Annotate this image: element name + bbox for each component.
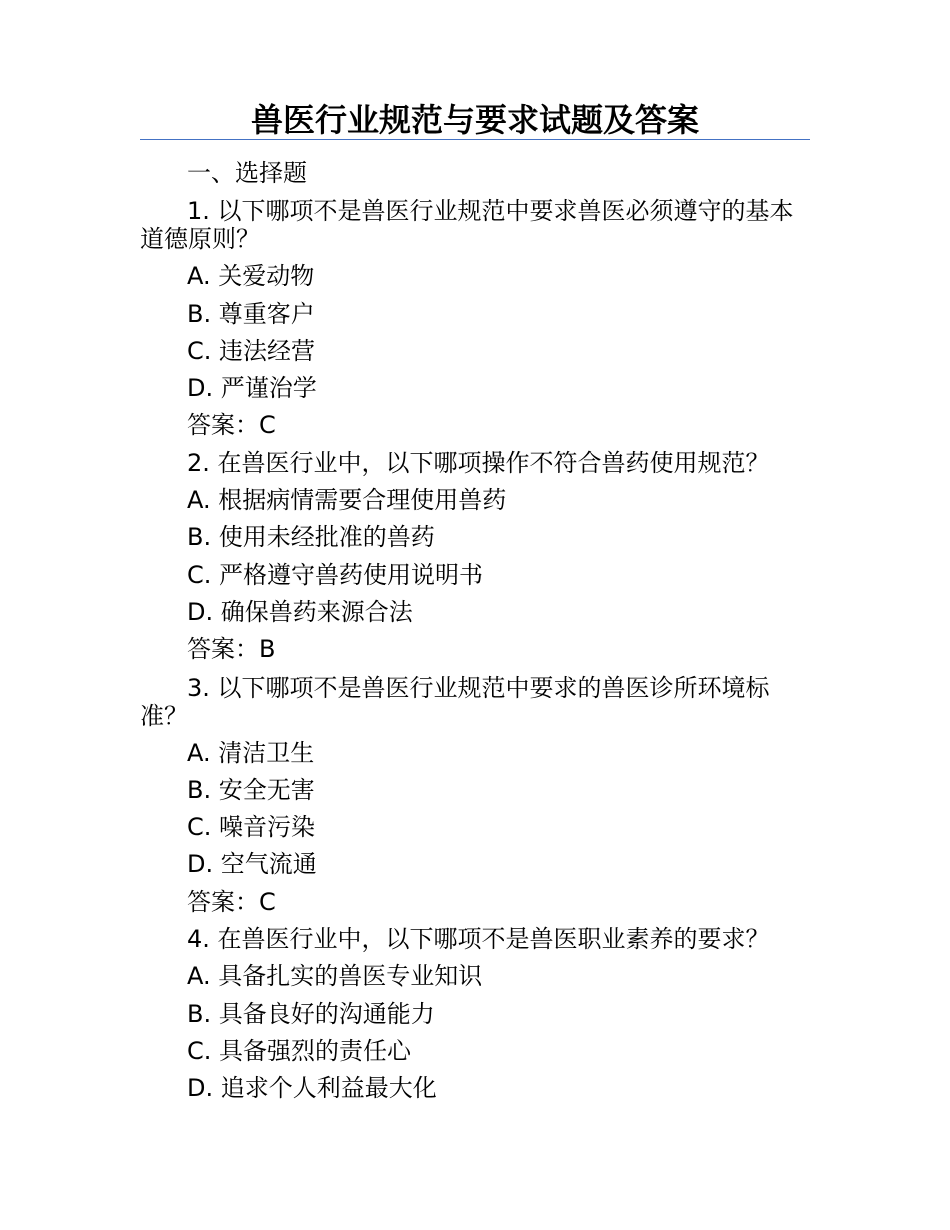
question-2-answer: 答案：B — [187, 635, 276, 664]
document-title: 兽医行业规范与要求试题及答案 — [250, 101, 699, 139]
question-3-option-c: C. 噪音污染 — [187, 813, 316, 842]
question-1-option-b: B. 尊重客户 — [187, 299, 315, 328]
question-4-option-a: A. 具备扎实的兽医专业知识 — [187, 962, 483, 991]
question-4-option-c: C. 具备强烈的责任心 — [187, 1036, 412, 1065]
question-1-option-c: C. 违法经营 — [187, 336, 316, 365]
question-stem-4: 4. 在兽医行业中，以下哪项不是兽医职业素养的要求？ — [187, 925, 770, 954]
question-1-option-a: A. 关爱动物 — [187, 262, 315, 291]
title-underline — [140, 139, 810, 140]
question-2-option-b: B. 使用未经批准的兽药 — [187, 523, 435, 552]
question-4-option-d: D. 追求个人利益最大化 — [187, 1074, 437, 1103]
document-body — [140, 155, 812, 1108]
question-3-option-d: D. 空气流通 — [187, 850, 317, 879]
question-2-option-d: D. 确保兽药来源合法 — [187, 597, 413, 626]
question-3-answer: 答案：C — [187, 887, 276, 916]
question-4-option-b: B. 具备良好的沟通能力 — [187, 999, 435, 1028]
question-stem-3: 3. 以下哪项不是兽医行业规范中要求的兽医诊所环境标准？ — [140, 673, 770, 730]
question-2-option-c: C. 严格遵守兽药使用说明书 — [187, 560, 484, 589]
section-heading: 一、选择题 — [187, 159, 307, 187]
question-stem-1: 1. 以下哪项不是兽医行业规范中要求兽医必须遵守的基本道德原则？ — [140, 197, 794, 254]
question-1-option-d: D. 严谨治学 — [187, 374, 317, 403]
question-stem-2: 2. 在兽医行业中，以下哪项操作不符合兽药使用规范？ — [187, 448, 770, 477]
question-3-option-b: B. 安全无害 — [187, 775, 315, 804]
question-1-answer: 答案：C — [187, 411, 276, 440]
question-3-option-a: A. 清洁卫生 — [187, 738, 315, 767]
question-2-option-a: A. 根据病情需要合理使用兽药 — [187, 486, 507, 515]
